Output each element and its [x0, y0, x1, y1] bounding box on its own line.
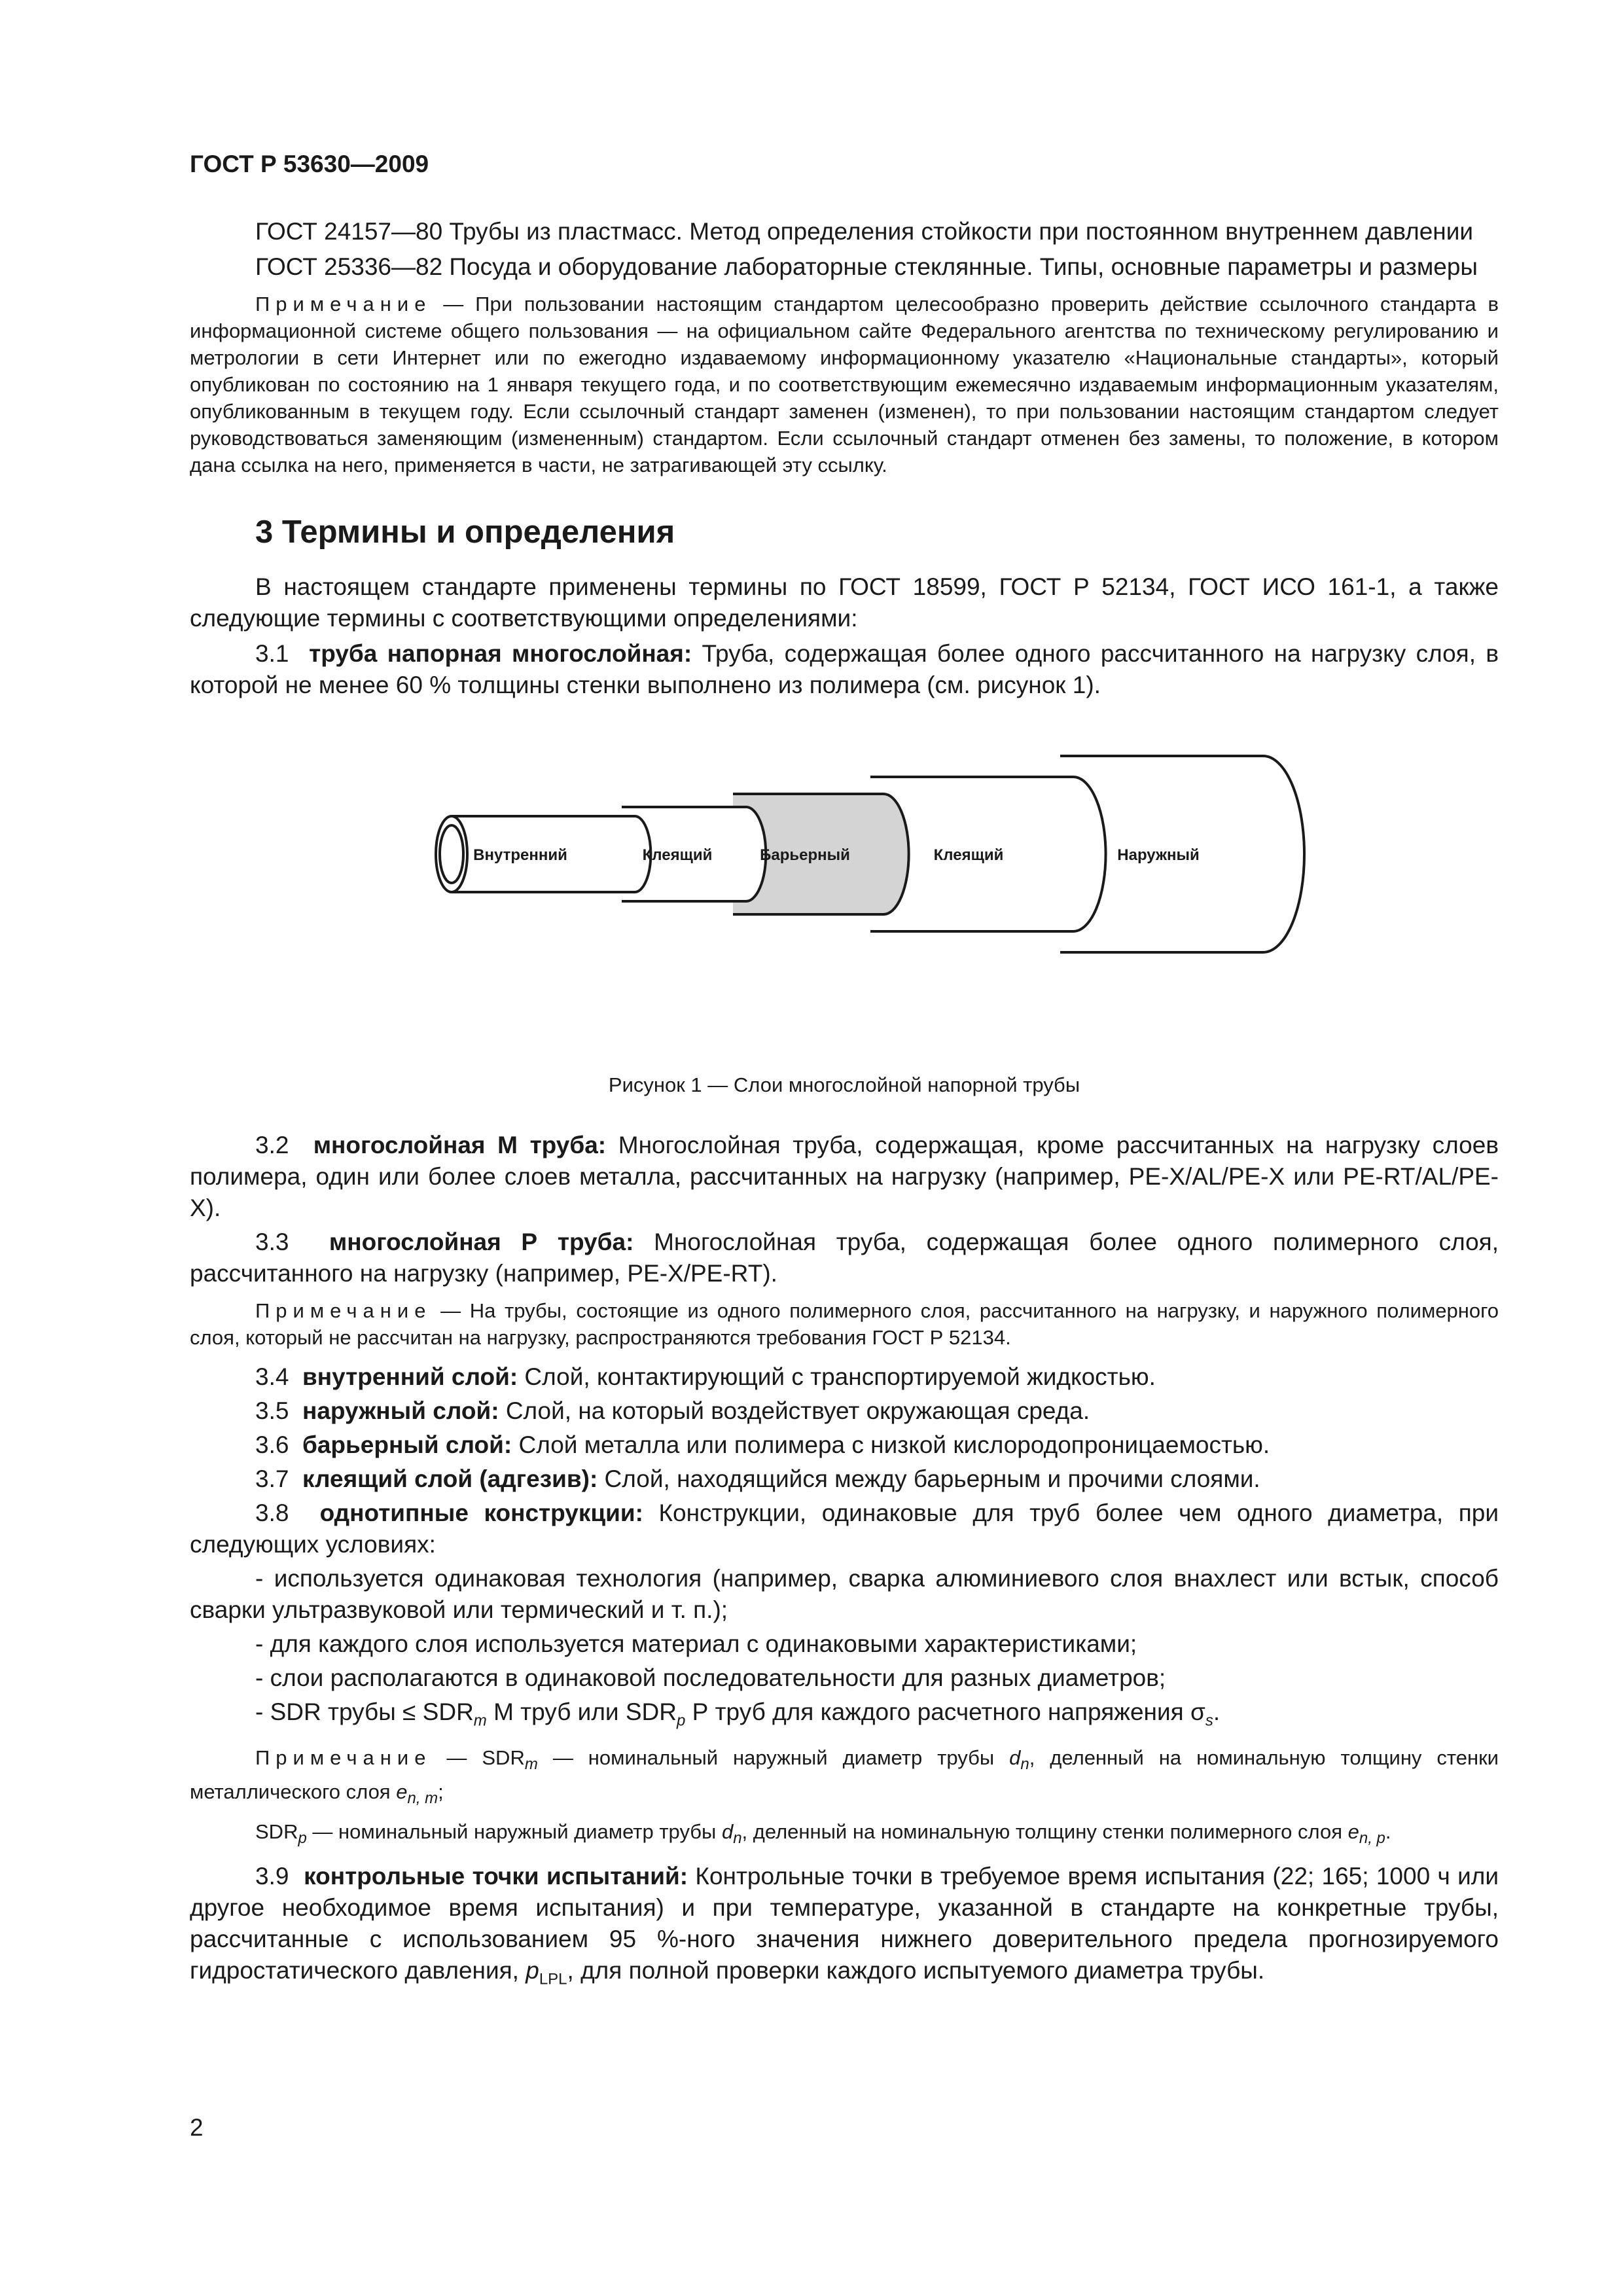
section-title: 3 Термины и определения: [255, 514, 675, 550]
term-definition: Многослойная труба, содержащая более одного полимерного слоя, рассчитанного на нагрузку (например, PE-X/PE-RT).: [190, 1229, 1499, 1287]
subscript: s: [1205, 1712, 1213, 1730]
term-name: барьерный слой:: [302, 1431, 512, 1458]
condition-item: - для каждого слоя используется материал с одинаковыми характеристиками;: [255, 1630, 1137, 1657]
symbol: p: [526, 1956, 539, 1984]
text-part: ;: [438, 1780, 444, 1803]
term-number: 3.1: [255, 640, 289, 667]
reference-gost-24157: ГОСТ 24157—80 Трубы из пластмасс. Метод определения стойкости при постоянном внутреннем давлении: [255, 218, 1474, 245]
symbol: d: [721, 1820, 734, 1843]
term-name: наружный слой:: [302, 1397, 499, 1424]
pipe-layers-diagram: [190, 723, 1499, 972]
subscript: m: [524, 1755, 538, 1774]
figure-pipe-layers: [190, 723, 1499, 972]
condition-item: - слои располагаются в одинаковой последовательности для разных диаметров;: [255, 1664, 1166, 1691]
subscript: n: [733, 1829, 742, 1847]
subscript: n, m: [407, 1789, 438, 1807]
subscript: m: [473, 1712, 487, 1730]
term-number: 3.7: [255, 1465, 289, 1492]
term-definition: Слой, находящийся между барьерным и прочими слоями.: [597, 1465, 1260, 1492]
inner-ring-bore: [440, 825, 463, 883]
term-definition: Слой, контактирующий с транспортируемой жидкостью.: [518, 1363, 1156, 1390]
condition-item-sdr: [190, 1696, 1499, 1736]
term-name: труба напорная многослойная:: [309, 640, 692, 667]
term-name: клеящий слой (адгезив):: [302, 1465, 598, 1492]
term-name: многослойная М труба:: [313, 1132, 607, 1158]
subscript: LPL: [539, 1970, 567, 1988]
reference-gost-25336: ГОСТ 25336—82 Посуда и оборудование лабораторные стеклянные. Типы, основные параметры и размеры: [255, 253, 1478, 280]
layer-label: Барьерный: [760, 846, 850, 864]
text-part: , деленный на номинальную толщину стенки металлического слоя: [190, 1746, 1499, 1803]
term-number: 3.4: [255, 1363, 289, 1390]
note-2: [190, 1297, 1499, 1351]
condition-item: - используется одинаковая технология (например, сварка алюминиевого слоя внахлест или встык, способ сварки ультразвуковой или термический и т. п.);: [190, 1565, 1499, 1623]
text-part: , для полной проверки каждого испытуемого диаметра трубы.: [567, 1956, 1265, 1984]
subscript: p: [677, 1712, 686, 1730]
text-part: .: [1213, 1698, 1221, 1725]
symbol: d: [1009, 1746, 1021, 1770]
text-part: Р труб для каждого расчетного напряжения σ: [685, 1698, 1205, 1725]
text-part: — номинальный наружный диаметр трубы: [306, 1820, 722, 1843]
term-3-9: [190, 1861, 1499, 1995]
term-number: 3.6: [255, 1431, 289, 1458]
layer-label: Внутренний: [473, 846, 567, 864]
note-text: — На трубы, состоящие из одного полимерного слоя, рассчитанного на нагрузку, и наружного полимерного слоя, который не рассчитан на нагрузку, распространяются требования ГОСТ Р 52134.: [190, 1299, 1499, 1349]
layer-label: Наружный: [1117, 846, 1200, 864]
term-number: 3.3: [255, 1229, 289, 1255]
term-definition: Слой металла или полимера с низкой кислородопроницаемостью.: [512, 1431, 1270, 1458]
note-text: — При пользовании настоящим стандартом целесообразно проверить действие ссылочного стандарта в информационной системе общего пользования — на официальном сайте Федерального агентства по техническому регулированию и метрологии в сети Интернет или по ежегодно издаваемому информационному указателю «Национальные стандарты», который опубликован по состоянию на 1 января текущего года, и по соответствующим ежемесячно издаваемым информационным указателям, опубликованным в текущем году. Если ссылочный стандарт заменен (изменен), то при пользовании настоящим стандартом следует руководствоваться заменяющим (измененным) стандартом. Если ссылочный стандарт отменен без замены, то положение, в котором дана ссылка на него, применяется в части, не затрагивающей эту ссылку.: [190, 293, 1499, 476]
text-part: — номинальный наружный диаметр трубы: [537, 1746, 1010, 1770]
note-label: Примечание: [255, 293, 432, 315]
subscript: p: [298, 1829, 307, 1847]
document-page: [190, 151, 1499, 972]
term-number: 3.5: [255, 1397, 289, 1424]
text-part: М труб или SDR: [486, 1698, 677, 1725]
term-name: однотипные конструкции:: [319, 1499, 643, 1526]
text-part: — SDR: [431, 1746, 525, 1770]
term-definition: Многослойная труба, содержащая, кроме рассчитанных на нагрузку слоев полимера, один или более слоев металла, рассчитанных на нагрузку (например, PE-X/AL/PE-X или PE-RT/AL/PE-X).: [190, 1132, 1499, 1221]
text-part: .: [1385, 1820, 1391, 1843]
symbol: e: [1347, 1820, 1359, 1843]
term-number: 3.8: [255, 1499, 289, 1526]
section-intro: В настоящем стандарте применены термины по ГОСТ 18599, ГОСТ Р 52134, ГОСТ ИСО 161-1, а также следующие термины с соответствующими определениями:: [190, 573, 1499, 632]
note-label: Примечание: [255, 1746, 432, 1770]
term-3-7: [190, 1463, 1499, 1495]
text-part: , деленный на номинальную толщину стенки полимерного слоя: [741, 1820, 1348, 1843]
term-3-3: [190, 1227, 1499, 1289]
note-3: [190, 1744, 1499, 1811]
layer-label: Клеящий: [642, 846, 713, 864]
figure-caption: Рисунок 1 — Слои многослойной напорной трубы: [608, 1073, 1080, 1096]
layer-label: Клеящий: [933, 846, 1004, 864]
note-3-continued: [190, 1818, 1499, 1852]
note-1: [190, 291, 1499, 478]
term-definition: Контрольные точки в требуемое время испытания (22; 165; 1000 ч или другое необходимое время испытания) и при температуре, указанной в стандарте на конкретные трубы, рассчитанные с использованием 95 %-ного значения нижнего доверительного предела прогнозируемого гидростатического давления,: [190, 1862, 1499, 1984]
text-part: SDR: [255, 1820, 298, 1843]
page-number: 2: [190, 2114, 204, 2141]
term-name: контрольные точки испытаний:: [304, 1862, 688, 1890]
term-3-4: [190, 1361, 1499, 1393]
term-3-1: [190, 638, 1499, 701]
term-3-8: [190, 1498, 1499, 1560]
document-body-lower: [190, 1073, 1499, 1998]
subscript: n, p: [1359, 1829, 1385, 1847]
term-3-6: [190, 1429, 1499, 1461]
term-definition: Слой, на который воздействует окружающая среда.: [499, 1397, 1090, 1424]
term-name: многослойная Р труба:: [329, 1229, 634, 1255]
text-part: - SDR трубы ≤ SDR: [255, 1698, 474, 1725]
subscript: n: [1020, 1755, 1029, 1774]
term-definition: Конструкции, одинаковые для труб более чем одного диаметра, при следующих условиях:: [190, 1499, 1499, 1558]
term-3-2: [190, 1130, 1499, 1224]
note-label: Примечание: [255, 1299, 432, 1322]
document-header: ГОСТ Р 53630—2009: [190, 151, 429, 177]
term-number: 3.2: [255, 1132, 289, 1158]
term-number: 3.9: [255, 1862, 289, 1890]
term-name: внутренний слой:: [302, 1363, 518, 1390]
term-3-5: [190, 1395, 1499, 1427]
term-definition: Труба, содержащая более одного рассчитанного на нагрузку слоя, в которой не менее 60 % толщины стенки выполнено из полимера (см. рисунок 1).: [190, 640, 1499, 698]
symbol: e: [396, 1780, 408, 1803]
